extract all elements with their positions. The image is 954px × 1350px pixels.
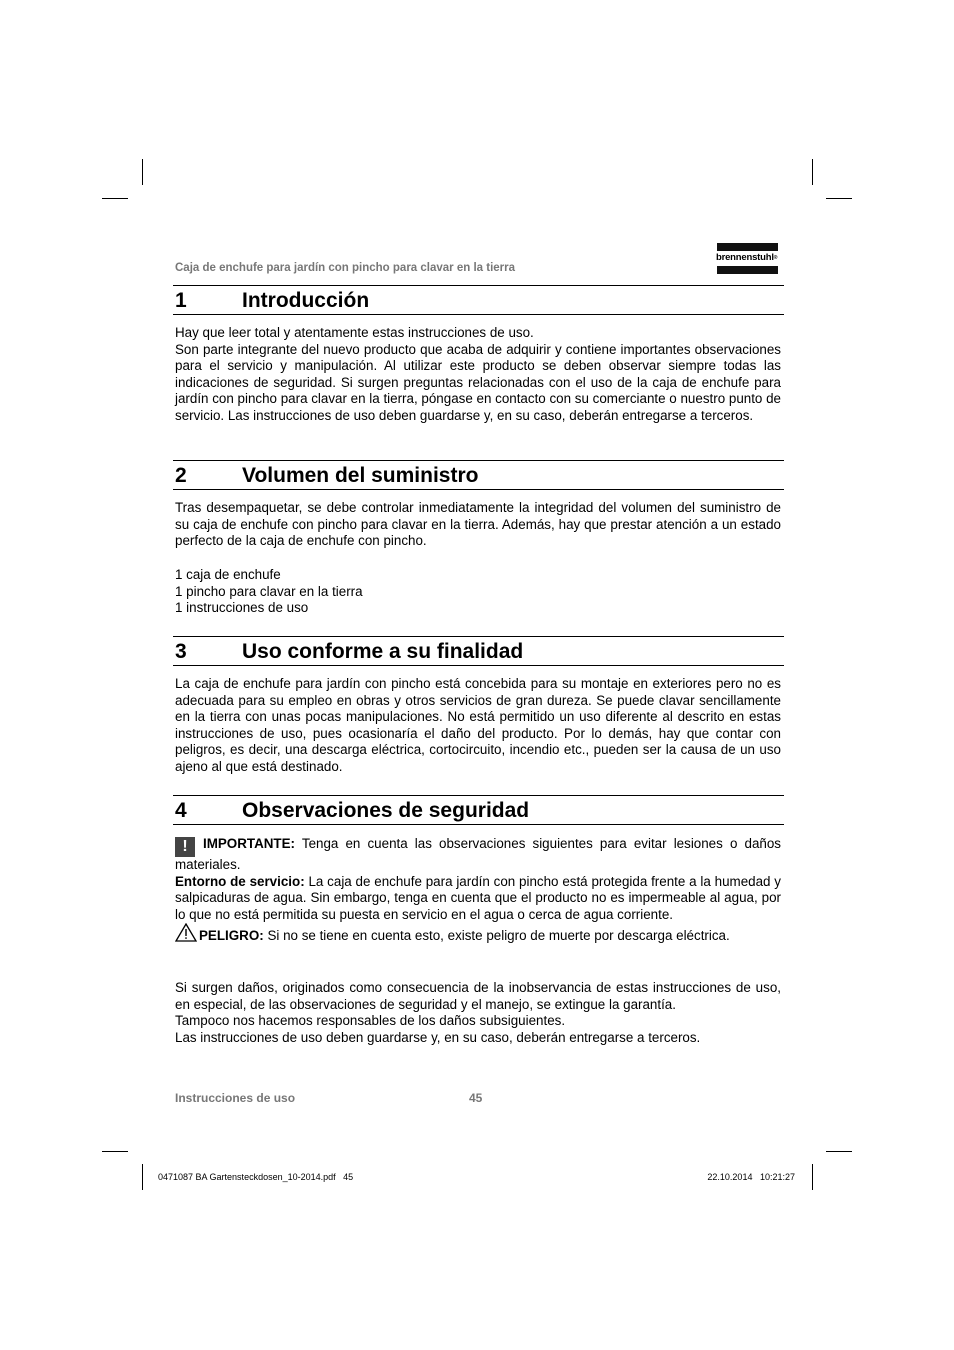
crop-mark (142, 1164, 143, 1190)
section-heading-4 (173, 795, 784, 825)
section-4-closing (175, 980, 781, 1046)
section-1-body (175, 325, 781, 425)
crop-mark (826, 1151, 852, 1152)
section-2-body (175, 500, 781, 550)
important-label: IMPORTANTE: (203, 836, 295, 851)
logo-text: brennenstuhl (716, 252, 774, 263)
list-item: 1 instrucciones de uso (175, 600, 309, 616)
logo-wordmark (716, 252, 777, 264)
important-text: Tenga en cuenta las observaciones siguientes para evitar lesiones o daños materiales. (175, 836, 781, 872)
section-4-body (175, 836, 781, 947)
section-title: Introducción (242, 289, 370, 312)
crop-mark (826, 198, 852, 199)
print-timestamp: 22.10.2014 10:21:27 (707, 1172, 795, 1182)
environment-note (175, 874, 781, 924)
paragraph: Hay que leer total y atentamente estas instrucciones de uso. (175, 325, 534, 340)
paragraph: Tampoco nos hacemos responsables de los daños subsiguientes. (175, 1013, 566, 1029)
list-item: 1 caja de enchufe (175, 567, 281, 582)
danger-text: Si no se tiene en cuenta esto, existe peligro de muerte por descarga eléctrica. (267, 928, 730, 944)
section-title: Volumen del suministro (242, 464, 479, 487)
paragraph: Son parte integrante del nuevo producto que acaba de adquirir y contiene importantes observaciones para el servicio y manipulación. Al utilizar este producto se deben observar siempre todas las indicaciones de seguridad. Si surgen preguntas relacionadas con el uso de la caja de enchufe para jardín con pincho para clavar en la tierra, póngase en contacto con su comerciante o nuestro punto de servicio. Las instrucciones de uso deben guardarse y, en su caso, deberán entregarse a terceros. (175, 341, 781, 423)
exclamation-icon: ! (175, 837, 195, 857)
supply-list (175, 567, 781, 617)
crop-mark (812, 159, 813, 185)
danger-note (175, 923, 781, 947)
footer-label: Instrucciones de uso (175, 1091, 296, 1105)
paragraph: Tras desempaquetar, se debe controlar inmediatamente la integridad del volumen del suministro de su caja de enchufe con pincho para clavar en la tierra. Además, hay que prestar atención a un estado perfecto de la caja de enchufe con pincho. (175, 500, 781, 549)
logo-registered-mark: ® (773, 255, 778, 261)
section-heading-1 (173, 285, 784, 315)
logo-bar-top (717, 243, 778, 251)
logo-bar-bottom (717, 266, 778, 274)
paragraph: Las instrucciones de uso deben guardarse y, en su caso, deberán entregarse a terceros. (175, 1029, 701, 1045)
list-item: 1 pincho para clavar en la tierra (175, 583, 363, 599)
environment-text: La caja de enchufe para jardín con pincho está protegida frente a la humedad y salpicaduras de agua. Sin embargo, tenga en cuenta que el producto no es impermeable al agua, por lo que no está permitida su puesta en servicio en el agua o cerca de agua corriente. (175, 873, 781, 922)
section-number: 4 (175, 799, 187, 822)
page-number: 45 (469, 1091, 483, 1105)
crop-mark (102, 1151, 128, 1152)
danger-label: PELIGRO: (199, 928, 264, 944)
environment-label: Entorno de servicio: (175, 873, 305, 889)
warning-triangle-icon (175, 923, 197, 947)
section-title: Uso conforme a su finalidad (242, 640, 524, 663)
section-number: 1 (175, 289, 187, 312)
section-number: 3 (175, 640, 187, 663)
crop-mark (812, 1164, 813, 1190)
paragraph: La caja de enchufe para jardín con pincho está concebida para su montaje en exteriores pero no es adecuada para su empleo en obras y otros servicios de gran dureza. Se puede clavar sencillamente en la tierra con unas pocas manipulaciones. No está permitido un uso diferente al descrito en estas instrucciones de uso, pues ocasionaría el daño del producto. Por lo demás, hay que contar con peligros, es decir, una descarga eléctrica, cortocircuito, incendio etc., pueden ser la causa de un uso ajeno al que está destinado. (175, 676, 781, 774)
paragraph: Si surgen daños, originados como consecuencia de la inobservancia de estas instrucciones de uso, en especial, de las observaciones de seguridad y el manejo, se extingue la garantía. (175, 980, 781, 1012)
running-title: Caja de enchufe para jardín con pincho para clavar en la tierra (175, 262, 516, 274)
section-title: Observaciones de seguridad (242, 799, 530, 822)
crop-mark (102, 198, 128, 199)
brand-logo (716, 243, 782, 275)
section-heading-2 (173, 460, 784, 490)
section-number: 2 (175, 464, 187, 487)
section-heading-3 (173, 636, 784, 666)
important-note (175, 836, 781, 874)
file-slug: 0471087 BA Gartensteckdosen_10-2014.pdf 45 (158, 1172, 354, 1182)
section-3-body (175, 676, 781, 776)
crop-mark (142, 159, 143, 185)
